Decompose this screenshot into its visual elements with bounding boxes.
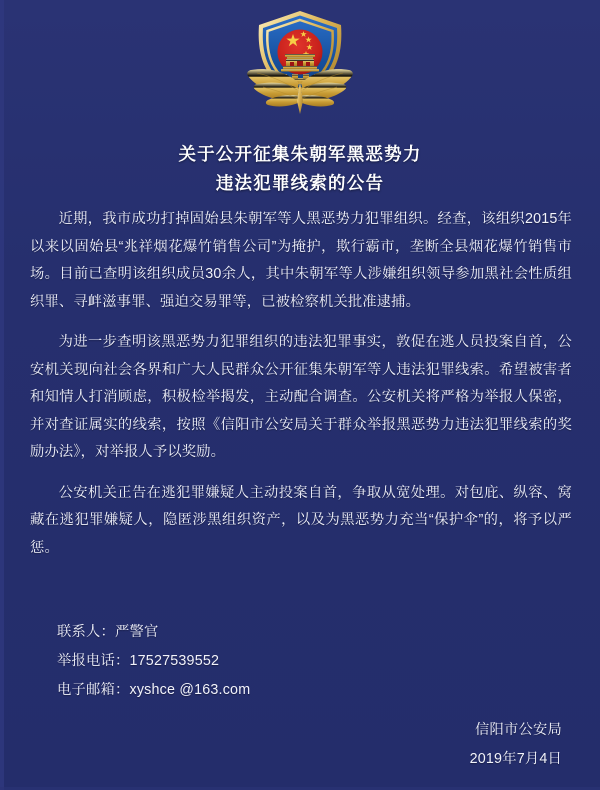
body-paragraph-1: 近期，我市成功打掉固始县朱朝军等人黑恶势力犯罪组织。经查，该组织2015年以来以固始县“兆祥烟花爆竹销售公司”为掩护，欺行霸市，垄断全县烟花爆竹销售市场。目前已查明该组织成员30余人，其中朱朝军等人涉嫌组织领导参加黑社会性质组织罪、寻衅滋事罪、强迫交易罪等，已被检察机关批准逮捕。 <box>30 211 572 310</box>
title-line-1: 关于公开征集朱朝军黑恶势力 <box>178 144 422 164</box>
contact-email: 电子邮箱：xyshce @163.com <box>57 682 251 698</box>
signature-block <box>470 716 562 774</box>
contact-person: 联系人：严警官 <box>57 624 159 640</box>
emblem-container <box>0 8 600 124</box>
body-paragraph-2: 为进一步查明该黑恶势力犯罪组织的违法犯罪事实，敦促在逃人员投案自首，公安机关现向社会各界和广大人民群众公开征集朱朝军等人违法犯罪线索。希望被害者和知情人打消顾虑，积极检举揭发，主动配合调查。公安机关将严格为举报人保密，并对查证属实的线索，按照《信阳市公安局关于群众举报黑恶势力违法犯罪线索的奖励办法》，对举报人予以奖励。 <box>30 334 572 460</box>
police-badge-icon <box>237 8 363 124</box>
notice-body <box>30 206 572 575</box>
signature-date: 2019年7月4日 <box>469 751 562 767</box>
signature-issuer: 信阳市公安局 <box>475 722 562 738</box>
notice-title <box>0 140 600 198</box>
body-paragraph-3: 公安机关正告在逃犯罪嫌疑人主动投案自首，争取从宽处理。对包庇、纵容、窝藏在逃犯罪嫌疑人，隐匿涉黑组织资产，以及为黑恶势力充当“保护伞”的，将予以严惩。 <box>30 484 572 556</box>
contact-phone: 举报电话：17527539552 <box>57 653 220 669</box>
contact-info <box>57 618 250 705</box>
title-line-2: 违法犯罪线索的公告 <box>215 173 385 193</box>
